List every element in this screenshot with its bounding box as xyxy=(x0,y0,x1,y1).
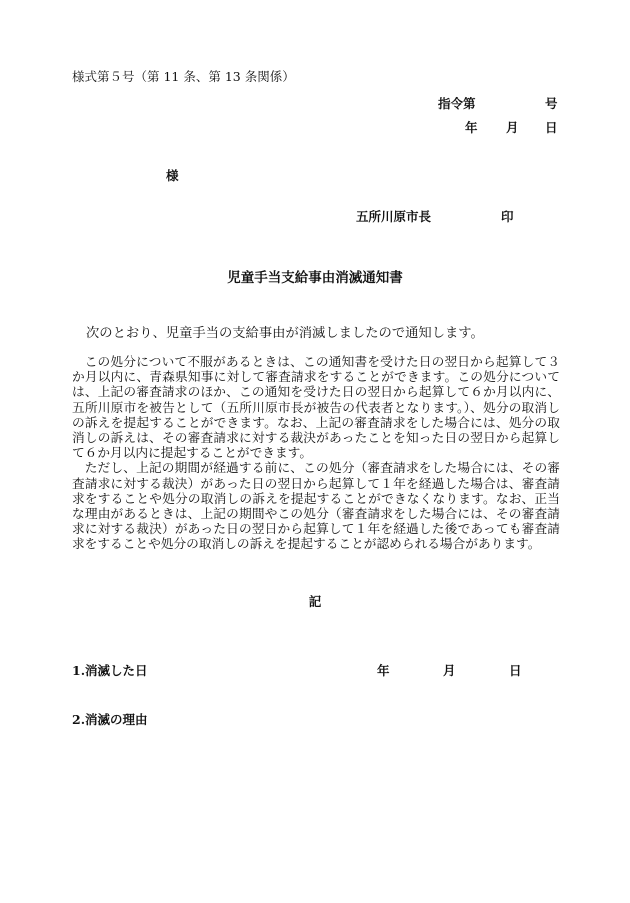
document-title: 児童手当支給事由消滅通知書 xyxy=(227,270,403,286)
extinction-date-month: 月 xyxy=(443,663,456,678)
recipient-honorific: 様 xyxy=(166,168,179,183)
appeal-notice xyxy=(72,354,560,552)
directive-number-suffix: 号 xyxy=(545,96,558,111)
header-date-month: 月 xyxy=(506,120,519,135)
extinction-date-label: 1.消滅した日 xyxy=(72,663,148,678)
issuer-name: 五所川原市長 xyxy=(356,209,432,224)
extinction-date-day: 日 xyxy=(509,663,522,678)
appeal-notice-paragraph: ただし、上記の期間が経過する前に、この処分（審査請求をした場合には、その審査請求に対する裁決）があった日の翌日から起算して１年を経過した場合は、審査請求をすることや処分の取消しの訴えを提起することができなくなります。なお、正当な理由があるときは、上記の期間やこの処分（審査請求をした場合には、その審査請求に対する裁決）があった日の翌日から起算して１年を経過した後であっても審査請求をすることや処分の取消しの訴えを提起することが認められる場合があります。 xyxy=(72,460,560,552)
header-date-day: 日 xyxy=(545,120,558,135)
extinction-date-year: 年 xyxy=(377,663,390,678)
ki-heading: 記 xyxy=(308,594,322,609)
lead-sentence: 次のとおり、児童手当の支給事由が消滅しましたので通知します。 xyxy=(86,326,484,341)
form-number: 様式第５号（第 11 条、第 13 条関係） xyxy=(72,69,295,84)
extinction-reason-label: 2.消滅の理由 xyxy=(72,712,148,727)
seal-mark: 印 xyxy=(501,209,514,224)
header-date-year: 年 xyxy=(465,120,478,135)
directive-number-label: 指令第 xyxy=(438,96,476,111)
appeal-notice-paragraph: この処分について不服があるときは、この通知書を受けた日の翌日から起算して３か月以内に、青森県知事に対して審査請求をすることができます。この処分については、上記の審査請求のほか、この通知を受けた日の翌日から起算して６か月以内に、五所川原市を被告として（五所川原市長が被告の代表者となります。）、処分の取消しの訴えを提起することができます。なお、上記の審査請求をした場合には、処分の取消しの訴えは、その審査請求に対する裁決があったことを知った日の翌日から起算して６か月以内に提起することができます。 xyxy=(72,354,560,461)
